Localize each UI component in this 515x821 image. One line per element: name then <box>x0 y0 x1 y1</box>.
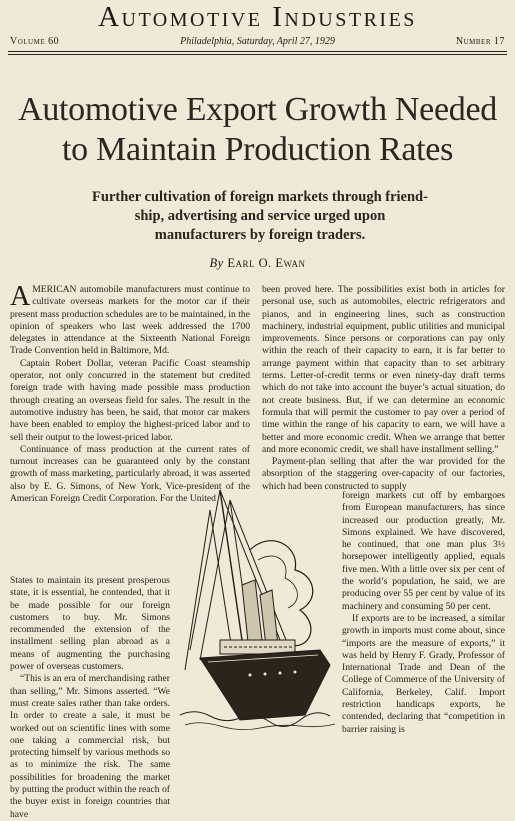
drop-cap: A <box>10 281 31 312</box>
masthead-rule-thin <box>8 54 507 55</box>
masthead-rule-thick <box>8 51 507 52</box>
paragraph: Captain Robert Dollar, veteran Pacific Coast steamship operator, not only concurred in the statement but credited foreign trade with having made possible mass production through creating an overseas field for sales. The result in the automotive industry has been, he said, that motor car makers have been enabled to employ the highest-priced labor and to sell their output to the lowest-priced labor. <box>10 357 250 443</box>
deck-line-1: Further cultivation of foreign markets through friend- <box>92 189 428 205</box>
paragraph: States to maintain its present prosperous state, it is essential, he contended, that it be made possible for our foreign customers to buy. Mr. Simons recommended the extension of the installment selling plan abroad as a means of augmenting the purchasing power of overseas customers. <box>10 575 170 673</box>
publication-title: Automotive Industries <box>98 1 417 33</box>
paragraph: Payment-plan selling that after the war provided for the absorption of the staggering over-capacity of our factories, which had been constructed to supply <box>262 456 505 492</box>
steamship-illustration <box>180 490 340 730</box>
paragraph <box>10 281 250 358</box>
volume-label: Volume 60 <box>10 36 60 47</box>
byline <box>0 256 515 271</box>
deck-line-3: manufacturers by foreign traders. <box>154 227 366 243</box>
article-deck <box>90 188 430 245</box>
issue-info-row <box>10 35 505 49</box>
deck-line-2: ship, advertising and service urged upon <box>134 208 386 224</box>
paragraph-text: MERICAN automobile manufacturers must continue to cultivate overseas markets for the motor car if their present mass production schedules are to be maintained, in the opinion of speakers who last week addressed the 1700 delegates in attendance at the Sixteenth National Foreign Trade Convention held in Baltimore, Md. <box>10 284 250 357</box>
paragraph: Continuance of mass production at the current rates of turnout increases can be guaranteed only by the constant growth of mass marketing, particularly abroad, it was asserted also by E. G. Simons, of New York, Vice-president of the American Foreign Credit Corporation. For the United <box>10 443 250 505</box>
paragraph: “This is an era of merchandising rather than selling,” Mr. Simons asserted. “We must create sales rather than take orders. In order to create a sale, it must be worked out on scientific lines with some one taking a commercial risk, but protecting himself by various methods so as to minimize the risk. The same possibilities for broadening the market by putting the product within the reach of the buyer exist in foreign countries that have <box>10 673 170 820</box>
issue-date: Philadelphia, Saturday, April 27, 1929 <box>180 36 335 47</box>
paragraph: foreign markets cut off by embargoes from European manufacturers, has since increased our production greatly, Mr. Simons explained. We have discovered, he continued, that one man plus 3½ horsepower intelligently applied, equals five men. With a little over six per cent of the world’s population, he said, we are producing over 55 per cent by value of its machinery and consuming 50 per cent. <box>342 490 505 612</box>
author-name: Earl O. Ewan <box>227 256 306 270</box>
paragraph: If exports are to be increased, a similar growth in imports must come about, since “imports are the measure of exports,” it was held by Henry F. Grady, Professor of International Trade and Dean of the College of Commerce of the University of California, Berkeley, Calif. Import restriction handicaps exports, he contended, declaring that “competition in barrier raising is <box>342 612 505 735</box>
left-column <box>10 281 250 505</box>
masthead <box>0 0 515 56</box>
right-column <box>262 284 505 493</box>
paragraph: been proved here. The possibilities exist both in articles for personal use, such as automobiles, electric refrigerators and pianos, and in engineering lines, such as construction machinery, industrial equipment, public utilities and municipal improvements. Since persons or corporations can pay only within the reach of their capacity to earn, it is far better to arrange payment within that capacity than to set arbitrary terms. Letter-of-credit terms or even ninety-day draft terms which do not take into account the buyer’s actual situation, do not create business. But, if we can determine an economic formula that will permit the customer to pay over a period of time within the range of his capacity to earn, we will have a better and more economic credit. When we arrange that better and more economic credit, we shall have installment selling.” <box>262 284 505 455</box>
headline-line-1: Automotive Export Growth Needed <box>18 91 497 128</box>
left-column-narrow <box>10 575 170 821</box>
article-headline <box>0 90 515 170</box>
headline-line-2: to Maintain Production Rates <box>61 131 454 168</box>
right-column-narrow <box>342 490 505 736</box>
issue-number: Number 17 <box>455 36 505 47</box>
byline-by: By <box>209 256 224 270</box>
